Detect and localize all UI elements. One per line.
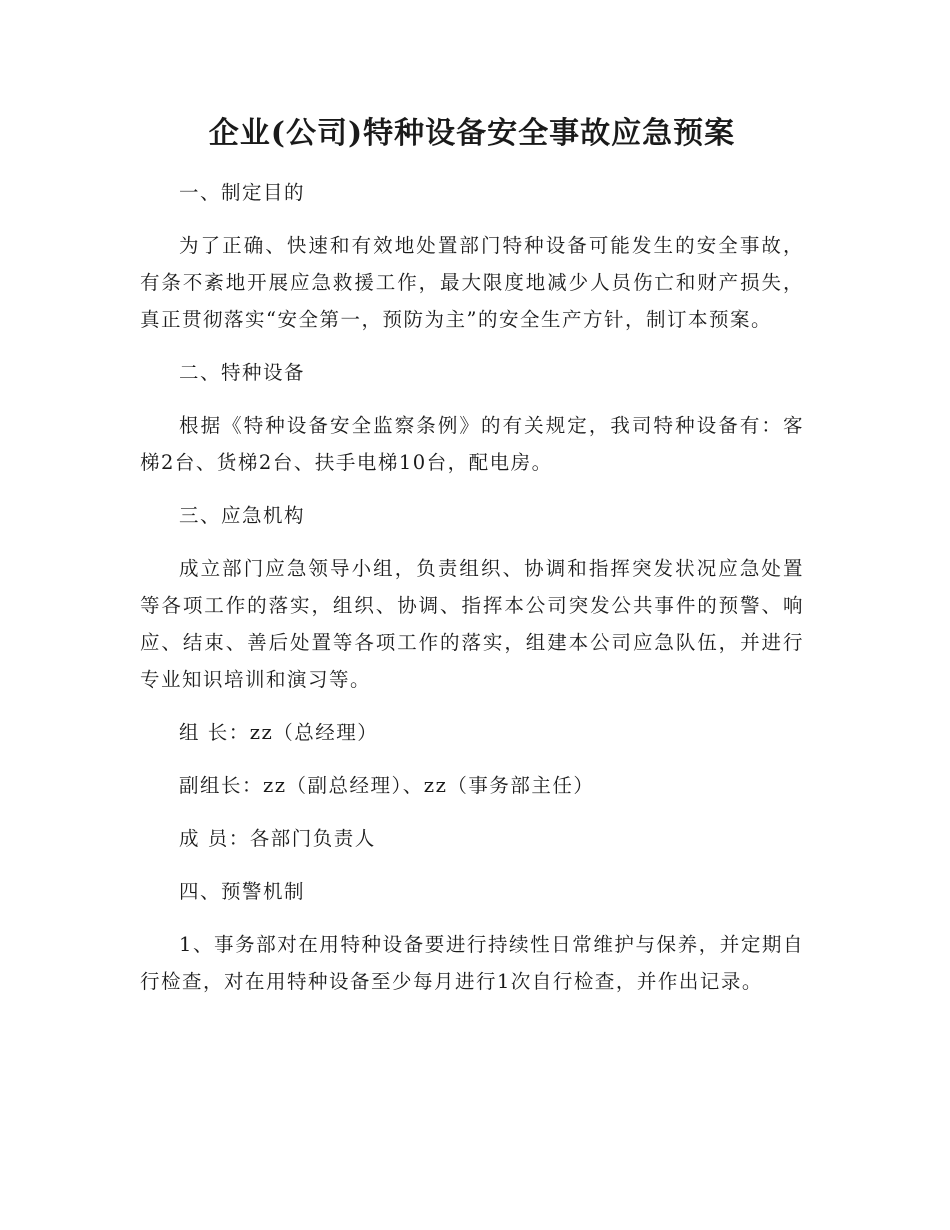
section-1-heading: 一、制定目的 (179, 181, 306, 204)
document-page (140, 108, 804, 1016)
section-3-leader: 组 长：zz（总经理） (179, 721, 379, 744)
section-3-deputy: 副组长：zz（副总经理）、zz（事务部主任） (179, 774, 595, 797)
section-3-heading: 三、应急机构 (179, 504, 306, 527)
section-4-item-1: 1、事务部对在用特种设备要进行持续性日常维护与保养，并定期自行检查，对在用特种设备至少每月进行1次自行检查，并作出记录。 (140, 933, 804, 993)
section-3-members: 成 员：各部门负责人 (179, 827, 376, 850)
section-2-heading: 二、特种设备 (179, 361, 306, 384)
section-1-body: 为了正确、快速和有效地处置部门特种设备可能发生的安全事故，有条不紊地开展应急救援工作，最大限度地减少人员伤亡和财产损失，真正贯彻落实“安全第一，预防为主”的安全生产方针，制订本预案。 (140, 234, 804, 331)
section-4-heading: 四、预警机制 (179, 880, 306, 903)
section-3-body: 成立部门应急领导小组，负责组织、协调和指挥突发状况应急处置等各项工作的落实，组织、协调、指挥本公司突发公共事件的预警、响应、结束、善后处置等各项工作的落实，组建本公司应急队伍，并进行专业知识培训和演习等。 (140, 557, 804, 691)
document-title: 企业(公司)特种设备安全事故应急预案 (208, 116, 736, 151)
section-2-body: 根据《特种设备安全监察条例》的有关规定，我司特种设备有：客梯2台、货梯2台、扶手电梯10台，配电房。 (140, 414, 804, 474)
